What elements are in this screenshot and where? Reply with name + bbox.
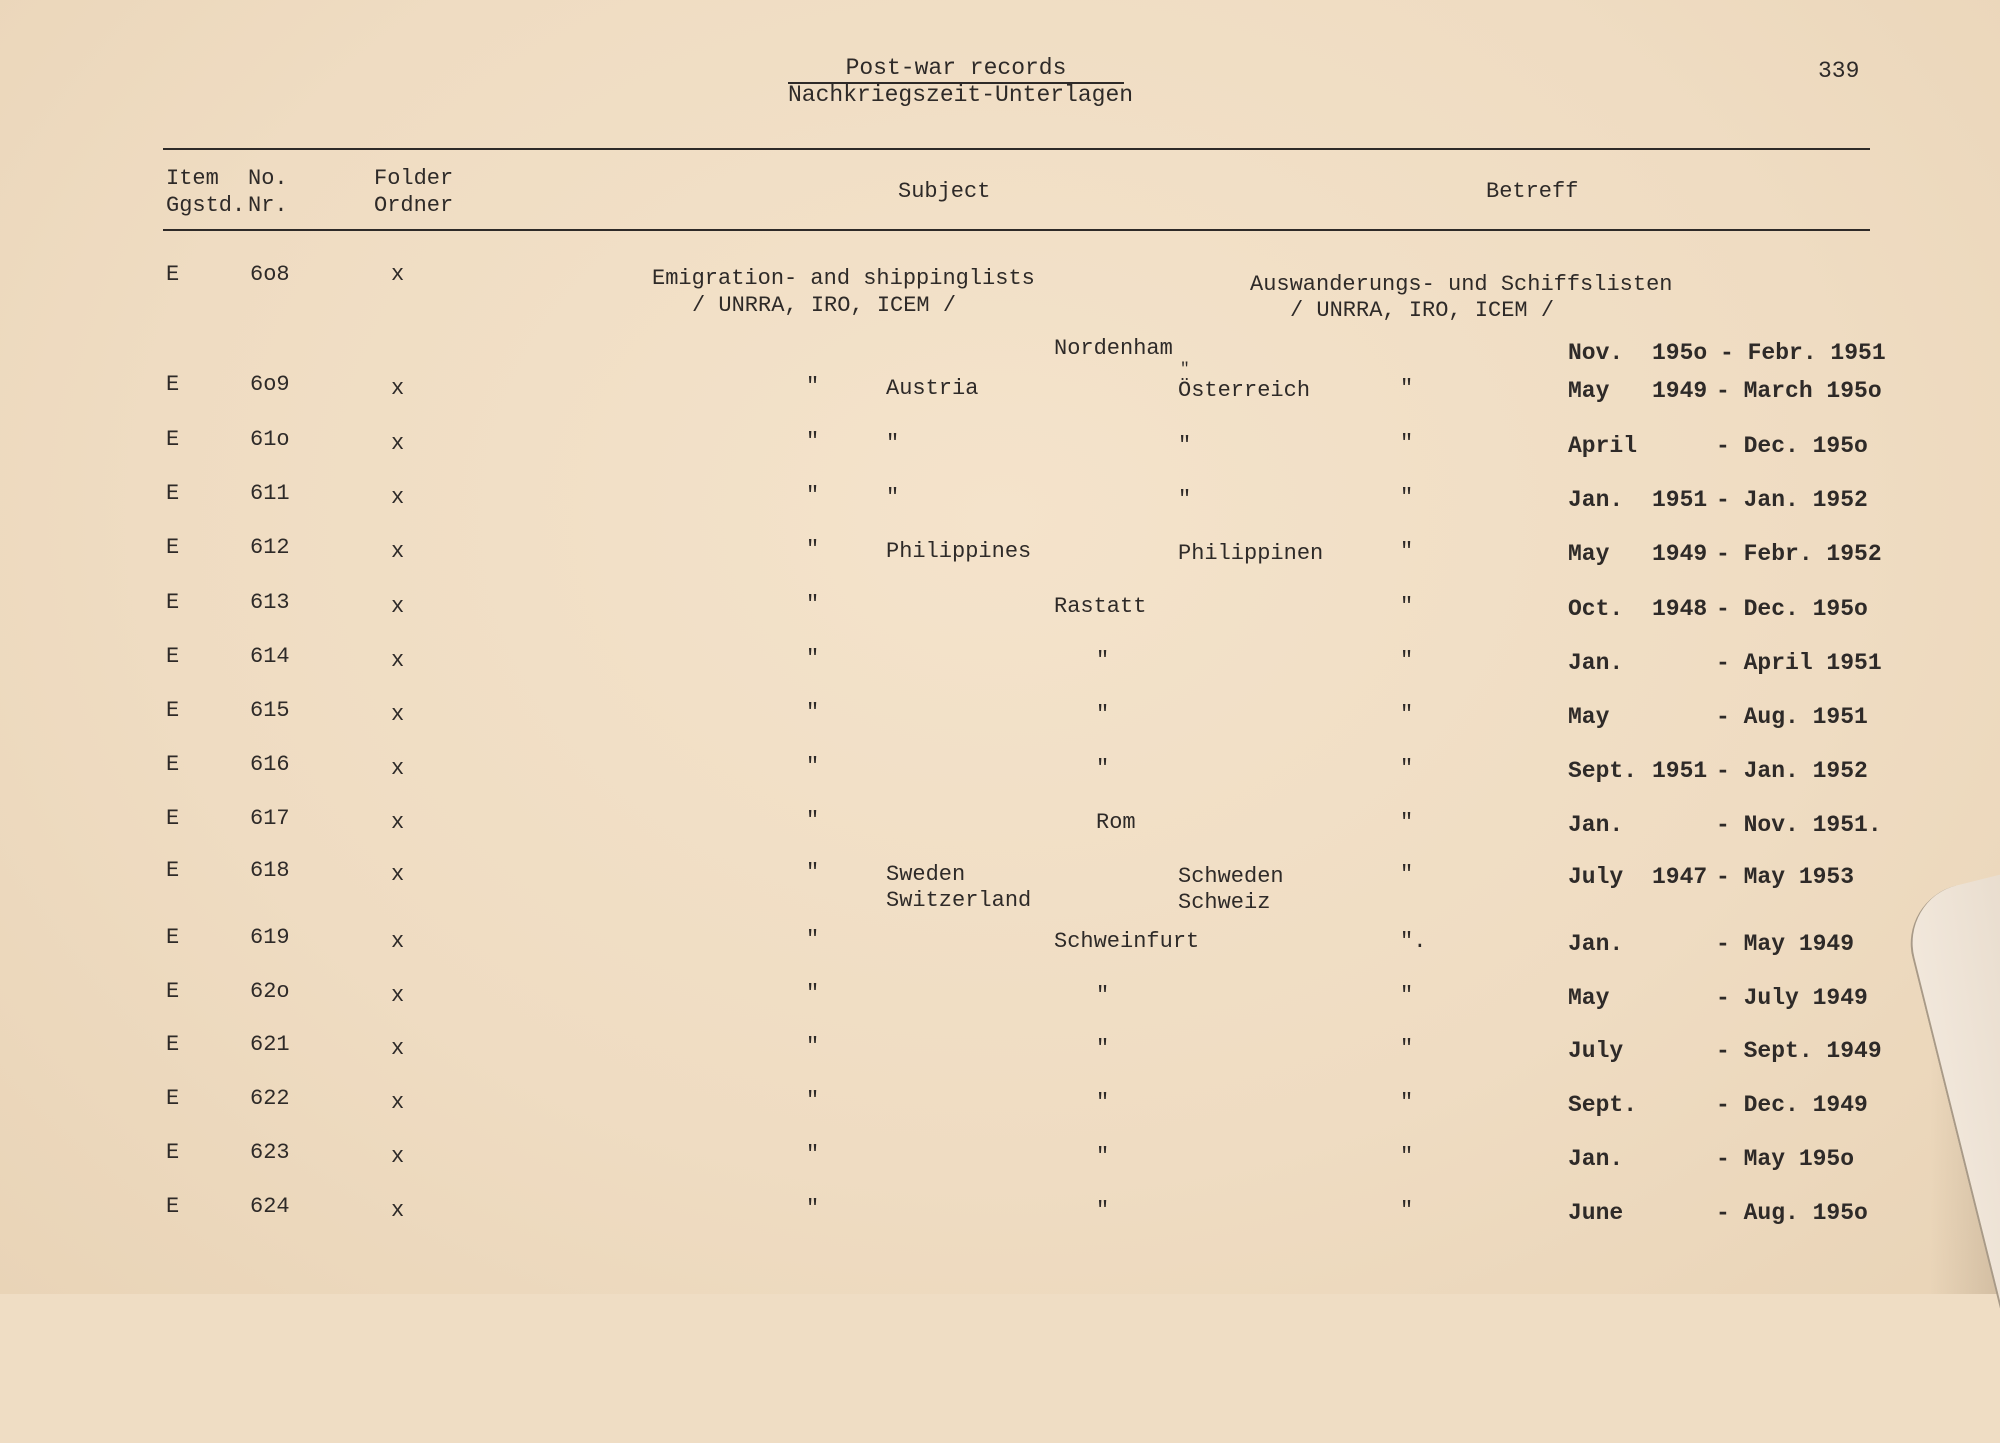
row-item: E — [166, 535, 180, 560]
row-608-betreff-line1: Auswanderungs- und Schiffslisten — [1250, 272, 1673, 297]
row-date-to: - Jan. 1952 — [1716, 758, 1868, 784]
row-no: 613 — [250, 590, 290, 615]
row-item: E — [166, 427, 180, 452]
row-no: 621 — [250, 1032, 290, 1057]
row-item: E — [166, 858, 180, 883]
row-date-to: - Dec. 195o — [1716, 596, 1868, 622]
row-608-subject-line1: Emigration- and shippinglists — [652, 266, 1035, 291]
row-item: E — [166, 925, 180, 950]
row-no: 611 — [250, 481, 290, 506]
row-item: E — [166, 1086, 180, 1111]
row-608-item: E — [166, 262, 180, 287]
row-item: E — [166, 1032, 180, 1057]
row-item: E — [166, 644, 180, 669]
row-folder: x — [391, 810, 405, 835]
row-folder: x — [391, 1036, 405, 1061]
row-folder: x — [391, 929, 405, 954]
row-ditto: " — [806, 700, 820, 725]
row-date-to: - Dec. 1949 — [1716, 1092, 1868, 1118]
row-item: E — [166, 752, 180, 777]
row-ditto-2: " — [1400, 648, 1414, 673]
row-ditto-2: " — [1400, 539, 1414, 564]
row-item: E — [166, 698, 180, 723]
row-date-from: June — [1568, 1200, 1624, 1226]
col-no-en: No. — [248, 166, 288, 191]
row-subject-center: Rom — [1096, 810, 1136, 835]
row-folder: x — [391, 1198, 405, 1223]
row-subject-center: " — [1096, 983, 1110, 1008]
row-date-year: 1947 — [1652, 864, 1708, 890]
row-ditto: " — [806, 537, 820, 562]
row-subject-center: " — [1096, 756, 1110, 781]
nordenham-ditto: " — [1180, 360, 1190, 378]
row-no: 614 — [250, 644, 290, 669]
row-ditto: " — [806, 981, 820, 1006]
row-ditto-2: " — [1400, 485, 1414, 510]
row-date-from: May — [1568, 541, 1610, 567]
col-no-de: Nr. — [248, 193, 288, 218]
row-folder: x — [391, 1090, 405, 1115]
row-subject-center: " — [1096, 1144, 1110, 1169]
row-date-to: - Aug. 1951 — [1716, 704, 1868, 730]
row-item: E — [166, 979, 180, 1004]
row-no: 615 — [250, 698, 290, 723]
row-ditto: " — [806, 592, 820, 617]
row-ditto-2: " — [1400, 376, 1414, 401]
title-en: Post-war records — [788, 55, 1124, 84]
row-date-from: Jan. — [1568, 812, 1624, 838]
row-no: 619 — [250, 925, 290, 950]
row-subject-center: Rastatt — [1054, 594, 1147, 619]
col-subject-header: Subject — [898, 179, 991, 204]
row-ditto-2: " — [1400, 1036, 1414, 1061]
row-date-to: - July 1949 — [1716, 985, 1868, 1011]
top-rule — [163, 148, 1870, 150]
row-date-to: - May 1949 — [1716, 931, 1855, 957]
row-date-year: 1951 — [1652, 758, 1708, 784]
row-date-to: - Nov. 1951. — [1716, 812, 1882, 838]
row-folder: x — [391, 1144, 405, 1169]
row-subject-center: Schweinfurt — [1054, 929, 1200, 954]
row-folder: x — [391, 431, 405, 456]
row-no: 6o9 — [250, 372, 290, 397]
row-date-to: - Sept. 1949 — [1716, 1038, 1882, 1064]
row-date-from: July — [1568, 864, 1624, 890]
row-item: E — [166, 481, 180, 506]
row-date-from: Sept. — [1568, 1092, 1638, 1118]
row-subject-center: " — [1096, 702, 1110, 727]
row-ditto: " — [806, 1196, 820, 1221]
row-item: E — [166, 372, 180, 397]
nordenham-date-end: - Febr. 1951 — [1720, 340, 1886, 366]
header-rule — [163, 229, 1870, 231]
row-item: E — [166, 1194, 180, 1219]
row-date-to: - May 195o — [1716, 1146, 1855, 1172]
row-subject: Philippines — [886, 539, 1032, 564]
row-ditto-2: ". — [1400, 929, 1427, 954]
row-date-year: 1951 — [1652, 487, 1708, 513]
col-no-header — [248, 165, 288, 219]
row-subject: " — [886, 485, 900, 510]
row-608-betreff-line2: / UNRRA, IRO, ICEM / — [1290, 298, 1555, 323]
row-no: 623 — [250, 1140, 290, 1165]
row-ditto: " — [806, 374, 820, 399]
row-no: 617 — [250, 806, 290, 831]
row-no: 612 — [250, 535, 290, 560]
row-ditto-2: " — [1400, 431, 1414, 456]
row-subject-center: " — [1096, 648, 1110, 673]
row-date-year: 1948 — [1652, 596, 1708, 622]
row-ditto-2: " — [1400, 983, 1414, 1008]
col-betreff-header: Betreff — [1486, 179, 1579, 204]
nordenham-date-start: Nov. — [1568, 340, 1624, 366]
row-no: 616 — [250, 752, 290, 777]
row-folder: x — [391, 702, 405, 727]
col-item-de: Ggstd. — [166, 193, 246, 218]
row-ditto: " — [806, 429, 820, 454]
row-date-year: 1949 — [1652, 541, 1708, 567]
row-date-to: - March 195o — [1716, 378, 1882, 404]
row-date-year: 1949 — [1652, 378, 1708, 404]
row-ditto: " — [806, 1034, 820, 1059]
row-date-to: - April 1951 — [1716, 650, 1882, 676]
row-folder: x — [391, 485, 405, 510]
row-date-from: Jan. — [1568, 650, 1624, 676]
row-date-from: May — [1568, 704, 1610, 730]
row-date-from: Oct. — [1568, 596, 1624, 622]
row-date-to: - Dec. 195o — [1716, 433, 1868, 459]
row-date-to: - Febr. 1952 — [1716, 541, 1882, 567]
row-folder: x — [391, 376, 405, 401]
row-no: 622 — [250, 1086, 290, 1111]
row-date-to: - Jan. 1952 — [1716, 487, 1868, 513]
row-ditto: " — [806, 754, 820, 779]
nordenham-place: Nordenham — [1054, 336, 1173, 361]
row-betreff: Österreich — [1178, 378, 1311, 403]
row-ditto-2: " — [1400, 1090, 1414, 1115]
row-ditto: " — [806, 646, 820, 671]
row-ditto-2: " — [1400, 810, 1414, 835]
row-subject: " — [886, 431, 900, 456]
row-subject: Austria — [886, 376, 979, 401]
row-folder: x — [391, 756, 405, 781]
title-de: Nachkriegszeit-Unterlagen — [788, 82, 1134, 108]
row-folder: x — [391, 983, 405, 1008]
row-ditto-2: " — [1400, 862, 1414, 887]
row-ditto: " — [806, 808, 820, 833]
row-folder: x — [391, 862, 405, 887]
row-folder: x — [391, 594, 405, 619]
row-no: 62o — [250, 979, 290, 1004]
row-ditto: " — [806, 927, 820, 952]
col-folder-en: Folder — [374, 166, 454, 191]
row-date-from: May — [1568, 378, 1610, 404]
row-betreff: " — [1178, 487, 1192, 512]
row-date-to: - Aug. 195o — [1716, 1200, 1868, 1226]
row-subject-center: " — [1096, 1090, 1110, 1115]
col-item-header — [166, 165, 245, 219]
row-date-from: Jan. — [1568, 1146, 1624, 1172]
row-betreff: " — [1178, 433, 1192, 458]
page-number: 339 — [1818, 58, 1860, 84]
row-betreff-2: Schweiz — [1178, 890, 1271, 915]
row-no: 61o — [250, 427, 290, 452]
row-ditto-2: " — [1400, 756, 1414, 781]
row-betreff: Philippinen — [1178, 541, 1324, 566]
row-date-from: Jan. — [1568, 931, 1624, 957]
row-ditto: " — [806, 1142, 820, 1167]
row-date-to: - May 1953 — [1716, 864, 1855, 890]
row-item: E — [166, 1140, 180, 1165]
row-ditto-2: " — [1400, 1198, 1414, 1223]
row-ditto-2: " — [1400, 702, 1414, 727]
row-subject-center: " — [1096, 1036, 1110, 1061]
row-betreff: Schweden — [1178, 864, 1284, 889]
row-ditto: " — [806, 1088, 820, 1113]
row-no: 624 — [250, 1194, 290, 1219]
row-item: E — [166, 590, 180, 615]
row-ditto-2: " — [1400, 1144, 1414, 1169]
row-folder: x — [391, 648, 405, 673]
row-608-folder: x — [391, 262, 405, 287]
row-608-subject-line2: / UNRRA, IRO, ICEM / — [692, 293, 957, 318]
row-date-from: May — [1568, 985, 1610, 1011]
row-date-from: July — [1568, 1038, 1624, 1064]
nordenham-date-year: 195o — [1652, 340, 1708, 366]
row-ditto: " — [806, 860, 820, 885]
row-subject-center: " — [1096, 1198, 1110, 1223]
row-date-from: April — [1568, 433, 1638, 459]
col-folder-header — [374, 165, 453, 219]
row-ditto: " — [806, 483, 820, 508]
row-ditto-2: " — [1400, 594, 1414, 619]
row-subject: Sweden — [886, 862, 966, 887]
row-date-from: Sept. — [1568, 758, 1638, 784]
row-subject-2: Switzerland — [886, 888, 1032, 913]
row-date-from: Jan. — [1568, 487, 1624, 513]
row-folder: x — [391, 539, 405, 564]
row-item: E — [166, 806, 180, 831]
row-no: 618 — [250, 858, 290, 883]
row-608-no: 6o8 — [250, 262, 290, 287]
col-item-en: Item — [166, 166, 219, 191]
col-folder-de: Ordner — [374, 193, 454, 218]
